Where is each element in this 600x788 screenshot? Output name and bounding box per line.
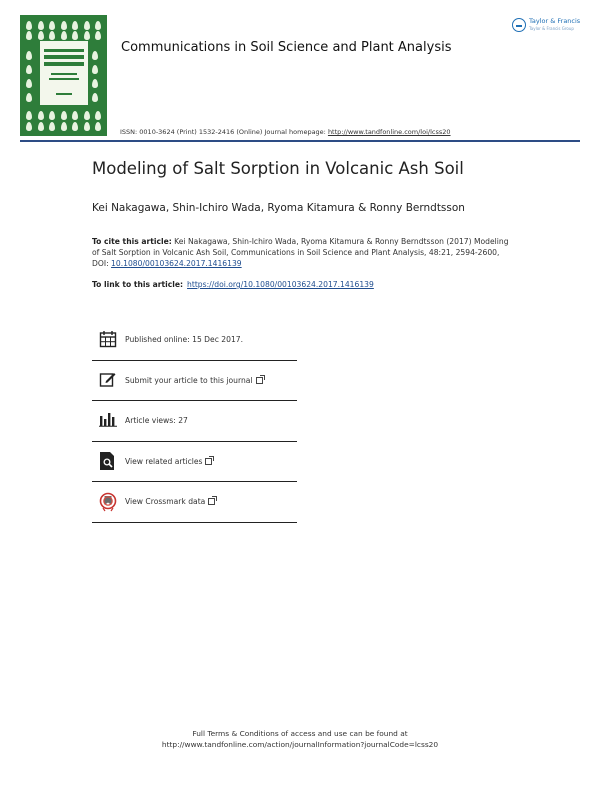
publisher-logo-subtext: Taylor & Francis Group — [529, 26, 574, 31]
calendar-icon — [99, 330, 123, 350]
citation-text: Kei Nakagawa, Shin-Ichiro Wada, Ryoma Kitamura & Ronny Berndtsson (2017) Modeling of Salt Sorption in Volcanic Ash Soil, Communications in Soil Science and Plant Analysis, 48:21, 2594-2600, DOI: — [92, 237, 509, 268]
terms-link[interactable]: http://www.tandfonline.com/action/journalInformation?journalCode=lcss20 — [161, 740, 439, 749]
link-to-article — [92, 280, 374, 289]
info-item-crossmark[interactable] — [92, 482, 297, 523]
submit-article-link[interactable]: Submit your article to this journal — [125, 375, 253, 385]
related-articles-icon — [99, 451, 123, 471]
external-link-icon — [256, 377, 263, 384]
article-views: Article views: 27 — [125, 416, 188, 426]
terms-footer — [0, 728, 600, 750]
external-link-icon — [205, 458, 212, 465]
citation-label: To cite this article: — [92, 237, 172, 246]
bar-chart-icon — [99, 411, 123, 431]
link-to-article-label: To link to this article: — [92, 280, 184, 289]
article-info-list — [92, 320, 297, 523]
info-item-views — [92, 401, 297, 442]
info-item-published — [92, 320, 297, 361]
issn-line — [120, 128, 451, 136]
info-item-submit[interactable] — [92, 361, 297, 402]
edit-icon — [99, 370, 123, 390]
publisher-logo[interactable] — [512, 17, 580, 33]
info-item-related[interactable] — [92, 442, 297, 483]
article-doi-url-link[interactable]: https://doi.org/10.1080/00103624.2017.1416139 — [187, 280, 374, 289]
journal-title[interactable]: Communications in Soil Science and Plant Analysis — [121, 40, 452, 55]
issn-text: ISSN: 0010-3624 (Print) 1532-2416 (Online) Journal homepage: — [120, 128, 328, 136]
citation-block — [92, 236, 512, 269]
related-articles-link[interactable]: View related articles — [125, 456, 203, 466]
terms-text: Full Terms & Conditions of access and use can be found at — [192, 729, 408, 738]
crossmark-data-link[interactable]: View Crossmark data — [125, 497, 206, 507]
publisher-logo-text: Taylor & Francis — [529, 17, 581, 25]
article-authors: Kei Nakagawa, Shin-Ichiro Wada, Ryoma Kitamura & Ronny Berndtsson — [92, 202, 465, 214]
citation-doi-link[interactable]: 10.1080/00103624.2017.1416139 — [111, 259, 242, 268]
crossmark-icon — [99, 492, 123, 512]
article-title: Modeling of Salt Sorption in Volcanic Ash Soil — [92, 159, 464, 178]
published-date: Published online: 15 Dec 2017. — [125, 335, 244, 345]
external-link-icon — [208, 498, 215, 505]
journal-homepage-link[interactable]: http://www.tandfonline.com/loi/lcss20 — [327, 128, 451, 136]
header-divider — [20, 140, 580, 142]
publisher-logo-icon — [512, 18, 526, 32]
journal-cover-image — [20, 15, 107, 136]
